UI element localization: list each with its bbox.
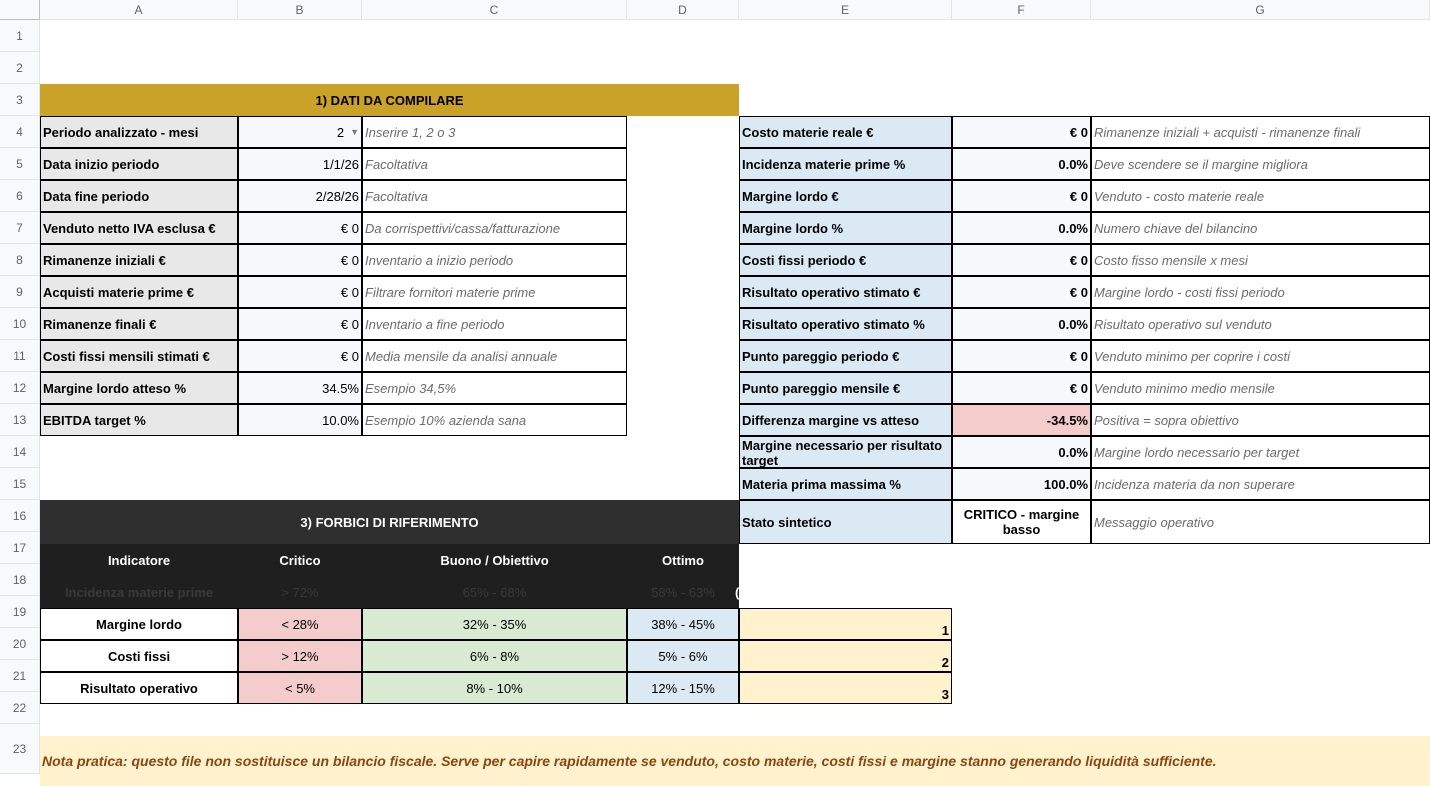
range-extra[interactable]: 1 bbox=[739, 608, 952, 640]
range-critico[interactable]: > 72% bbox=[238, 576, 362, 608]
input-label[interactable]: Rimanenze iniziali € bbox=[40, 244, 238, 276]
status-note[interactable]: Messaggio operativo bbox=[1091, 500, 1430, 544]
range-name[interactable]: Costi fissi bbox=[40, 640, 238, 672]
overflow-char: ( bbox=[735, 584, 740, 600]
result-label[interactable]: Costo materie reale € bbox=[739, 116, 952, 148]
input-value[interactable]: € 0 bbox=[238, 212, 362, 244]
row-header-10[interactable]: 10 bbox=[0, 308, 40, 340]
result-value[interactable]: 0.0% bbox=[952, 148, 1091, 180]
input-label[interactable]: Data fine periodo bbox=[40, 180, 238, 212]
range-name[interactable]: Incidenza materie prime bbox=[40, 576, 238, 608]
result-value[interactable]: 0.0% bbox=[952, 308, 1091, 340]
result-value[interactable]: -34.5% bbox=[952, 404, 1091, 436]
range-name[interactable]: Risultato operativo bbox=[40, 672, 238, 704]
range-name[interactable]: Margine lordo bbox=[40, 608, 238, 640]
input-note[interactable]: Esempio 10% azienda sana bbox=[362, 404, 627, 436]
column-header-f[interactable]: F bbox=[952, 0, 1091, 20]
row-header-17[interactable]: 17 bbox=[0, 532, 40, 564]
row-header-22[interactable]: 22 bbox=[0, 692, 40, 724]
result-label[interactable]: Risultato operativo stimato € bbox=[739, 276, 952, 308]
input-label[interactable]: Acquisti materie prime € bbox=[40, 276, 238, 308]
range-buono[interactable]: 32% - 35% bbox=[362, 608, 627, 640]
row-header-23[interactable]: 23 bbox=[0, 724, 40, 774]
input-value[interactable]: € 0 bbox=[238, 340, 362, 372]
range-header[interactable]: Buono / Obiettivo bbox=[362, 544, 627, 576]
result-label[interactable]: Margine lordo € bbox=[739, 180, 952, 212]
input-note[interactable]: Media mensile da analisi annuale bbox=[362, 340, 627, 372]
input-value[interactable]: 2/28/26 bbox=[238, 180, 362, 212]
row-header-8[interactable]: 8 bbox=[0, 244, 40, 276]
range-critico[interactable]: < 5% bbox=[238, 672, 362, 704]
row-header-14[interactable]: 14 bbox=[0, 436, 40, 468]
input-value[interactable]: 10.0% bbox=[238, 404, 362, 436]
result-value[interactable]: € 0 bbox=[952, 276, 1091, 308]
range-buono[interactable]: 65% - 68% bbox=[362, 576, 627, 608]
result-note[interactable]: Margine lordo - costi fissi periodo bbox=[1091, 276, 1430, 308]
result-value[interactable]: € 0 bbox=[952, 372, 1091, 404]
row-header-20[interactable]: 20 bbox=[0, 628, 40, 660]
result-label[interactable]: Punto pareggio periodo € bbox=[739, 340, 952, 372]
row-header-9[interactable]: 9 bbox=[0, 276, 40, 308]
range-header[interactable]: Indicatore bbox=[40, 544, 238, 576]
result-label[interactable]: Risultato operativo stimato % bbox=[739, 308, 952, 340]
input-value[interactable]: 1/1/26 bbox=[238, 148, 362, 180]
result-label[interactable]: Margine necessario per risultato target bbox=[739, 436, 952, 468]
row-header-3[interactable]: 3 bbox=[0, 84, 40, 116]
result-value[interactable]: 0.0% bbox=[952, 212, 1091, 244]
result-note[interactable]: Costo fisso mensile x mesi bbox=[1091, 244, 1430, 276]
result-note[interactable]: Venduto minimo per coprire i costi bbox=[1091, 340, 1430, 372]
range-ottimo[interactable]: 38% - 45% bbox=[627, 608, 739, 640]
input-note[interactable]: Inventario a inizio periodo bbox=[362, 244, 627, 276]
result-label[interactable]: Differenza margine vs atteso bbox=[739, 404, 952, 436]
row-header-4[interactable]: 4 bbox=[0, 116, 40, 148]
result-note[interactable]: Numero chiave del bilancino bbox=[1091, 212, 1430, 244]
column-header-e[interactable]: E bbox=[739, 0, 952, 20]
result-note[interactable]: Deve scendere se il margine migliora bbox=[1091, 148, 1430, 180]
section1-title[interactable]: 1) DATI DA COMPILARE bbox=[40, 84, 739, 116]
row-header-15[interactable]: 15 bbox=[0, 468, 40, 500]
result-label[interactable]: Materia prima massima % bbox=[739, 468, 952, 500]
column-header-b[interactable]: B bbox=[238, 0, 362, 20]
input-label[interactable]: Costi fissi mensili stimati € bbox=[40, 340, 238, 372]
row-header-16[interactable]: 16 bbox=[0, 500, 40, 532]
input-label[interactable]: EBITDA target % bbox=[40, 404, 238, 436]
range-extra[interactable]: 2 bbox=[739, 640, 952, 672]
range-ottimo[interactable]: 58% - 63% bbox=[627, 576, 739, 608]
result-note[interactable]: Rimanenze iniziali + acquisti - rimanenze finali bbox=[1091, 116, 1430, 148]
dropdown-arrow-icon[interactable]: ▼ bbox=[350, 127, 359, 137]
result-note[interactable]: Risultato operativo sul venduto bbox=[1091, 308, 1430, 340]
input-label[interactable]: Venduto netto IVA esclusa € bbox=[40, 212, 238, 244]
footnote[interactable]: Nota pratica: questo file non sostituisce un bilancio fiscale. Serve per capire rapidamente se venduto, costo materie, costi fissi e margine stanno generando liquidità sufficiente. bbox=[40, 736, 1430, 786]
row-header-18[interactable]: 18 bbox=[0, 564, 40, 596]
row-header-12[interactable]: 12 bbox=[0, 372, 40, 404]
input-value[interactable]: € 0 bbox=[238, 308, 362, 340]
result-note[interactable]: Incidenza materia da non superare bbox=[1091, 468, 1430, 500]
range-buono[interactable]: 8% - 10% bbox=[362, 672, 627, 704]
result-label[interactable]: Margine lordo % bbox=[739, 212, 952, 244]
range-header[interactable]: Ottimo bbox=[627, 544, 739, 576]
column-header-a[interactable]: A bbox=[40, 0, 238, 20]
input-value[interactable] bbox=[238, 116, 362, 148]
select-all-corner[interactable] bbox=[0, 0, 40, 20]
row-header-7[interactable]: 7 bbox=[0, 212, 40, 244]
input-label[interactable]: Periodo analizzato - mesi bbox=[40, 116, 238, 148]
input-note[interactable]: Inserire 1, 2 o 3 bbox=[362, 116, 627, 148]
status-value[interactable]: CRITICO - margine basso bbox=[952, 500, 1091, 544]
range-critico[interactable]: > 12% bbox=[238, 640, 362, 672]
period-value: 2 bbox=[336, 124, 345, 140]
section3-title[interactable]: 3) FORBICI DI RIFERIMENTO bbox=[40, 500, 739, 544]
row-header-21[interactable]: 21 bbox=[0, 660, 40, 692]
result-value[interactable]: € 0 bbox=[952, 340, 1091, 372]
result-note[interactable]: Venduto - costo materie reale bbox=[1091, 180, 1430, 212]
input-value[interactable]: € 0 bbox=[238, 276, 362, 308]
input-note[interactable]: Esempio 34,5% bbox=[362, 372, 627, 404]
result-value[interactable]: € 0 bbox=[952, 180, 1091, 212]
row-header-19[interactable]: 19 bbox=[0, 596, 40, 628]
row-header-6[interactable]: 6 bbox=[0, 180, 40, 212]
input-note[interactable]: Inventario a fine periodo bbox=[362, 308, 627, 340]
result-note[interactable]: Margine lordo necessario per target bbox=[1091, 436, 1430, 468]
range-ottimo[interactable]: 12% - 15% bbox=[627, 672, 739, 704]
column-header-d[interactable]: D bbox=[627, 0, 739, 20]
row-header-2[interactable]: 2 bbox=[0, 52, 40, 84]
result-label[interactable]: Punto pareggio mensile € bbox=[739, 372, 952, 404]
column-header-c[interactable]: C bbox=[362, 0, 627, 20]
range-header[interactable]: Critico bbox=[238, 544, 362, 576]
result-note[interactable]: Venduto minimo medio mensile bbox=[1091, 372, 1430, 404]
range-critico[interactable]: < 28% bbox=[238, 608, 362, 640]
input-note[interactable]: Filtrare fornitori materie prime bbox=[362, 276, 627, 308]
status-label[interactable]: Stato sintetico bbox=[739, 500, 952, 544]
input-label[interactable]: Rimanenze finali € bbox=[40, 308, 238, 340]
result-value[interactable]: € 0 bbox=[952, 244, 1091, 276]
input-label[interactable]: Data inizio periodo bbox=[40, 148, 238, 180]
input-value[interactable]: € 0 bbox=[238, 244, 362, 276]
result-value[interactable]: 100.0% bbox=[952, 468, 1091, 500]
range-ottimo[interactable]: 5% - 6% bbox=[627, 640, 739, 672]
row-header-13[interactable]: 13 bbox=[0, 404, 40, 436]
input-note[interactable]: Facoltativa bbox=[362, 180, 627, 212]
range-buono[interactable]: 6% - 8% bbox=[362, 640, 627, 672]
input-value[interactable]: 34.5% bbox=[238, 372, 362, 404]
result-value[interactable]: 0.0% bbox=[952, 436, 1091, 468]
row-header-11[interactable]: 11 bbox=[0, 340, 40, 372]
result-value[interactable]: € 0 bbox=[952, 116, 1091, 148]
result-label[interactable]: Incidenza materie prime % bbox=[739, 148, 952, 180]
input-note[interactable]: Da corrispettivi/cassa/fatturazione bbox=[362, 212, 627, 244]
row-header-1[interactable]: 1 bbox=[0, 20, 40, 52]
input-label[interactable]: Margine lordo atteso % bbox=[40, 372, 238, 404]
result-label[interactable]: Costi fissi periodo € bbox=[739, 244, 952, 276]
input-note[interactable]: Facoltativa bbox=[362, 148, 627, 180]
range-extra[interactable]: 3 bbox=[739, 672, 952, 704]
result-note[interactable]: Positiva = sopra obiettivo bbox=[1091, 404, 1430, 436]
row-header-5[interactable]: 5 bbox=[0, 148, 40, 180]
column-header-g[interactable]: G bbox=[1091, 0, 1430, 20]
